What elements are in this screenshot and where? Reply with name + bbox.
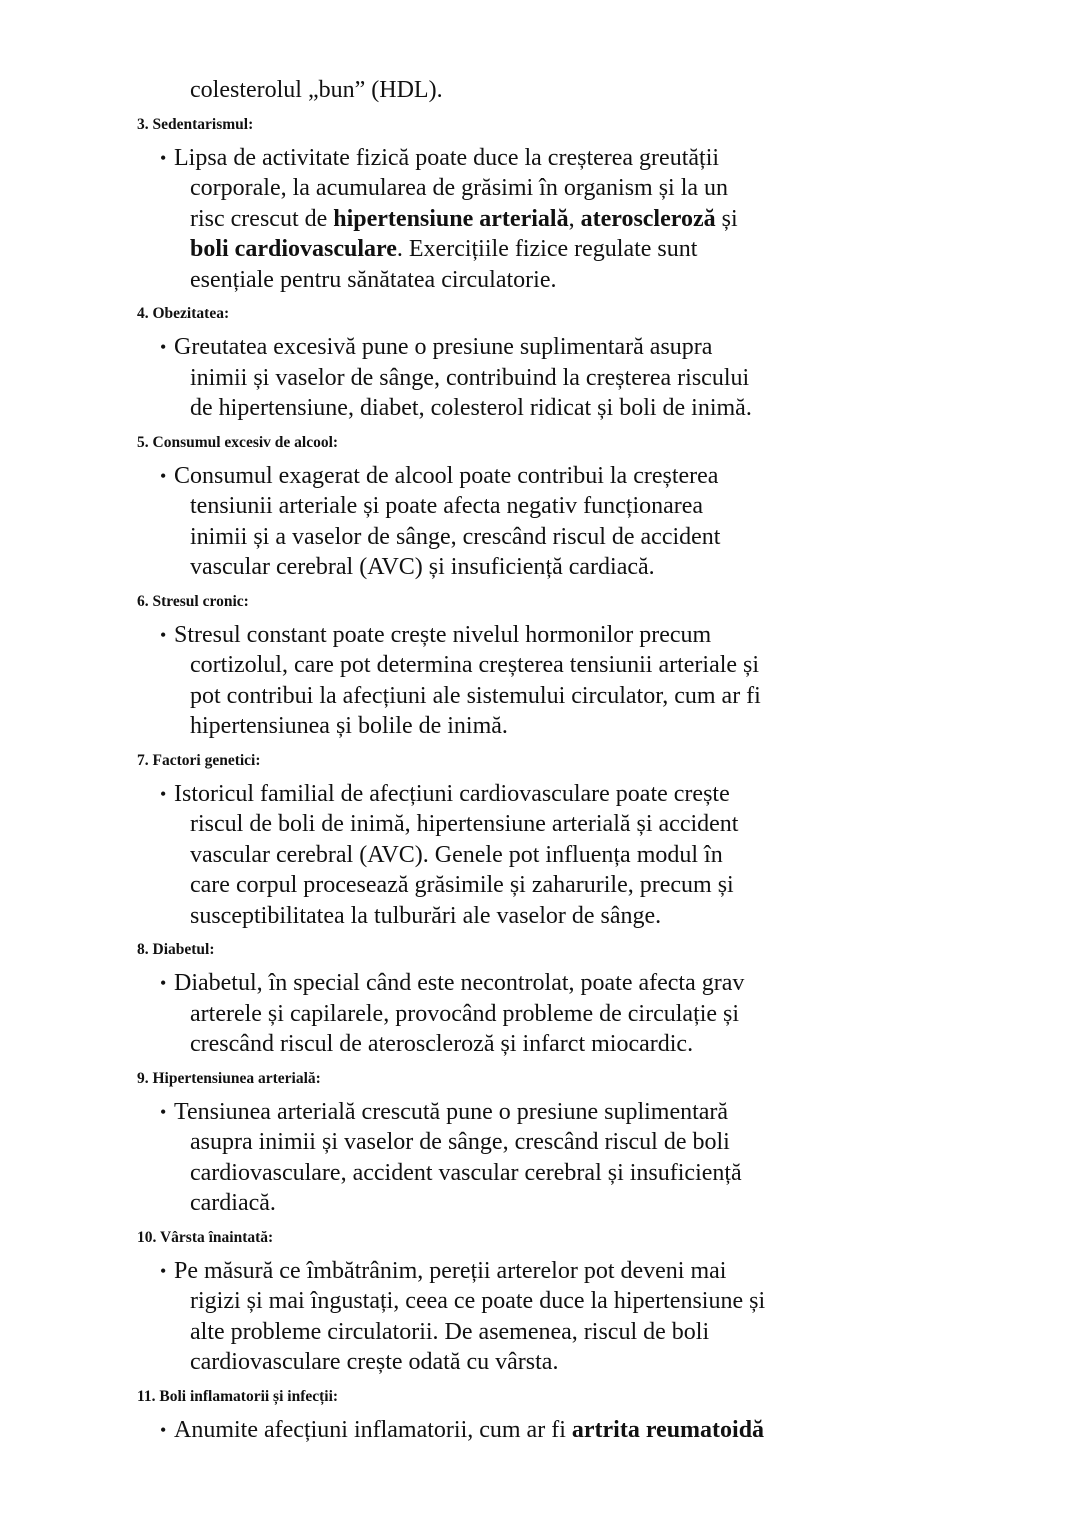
bullet-text-line [137,143,857,174]
text-segment: Diabetul, în special când este necontrolat, poate afecta grav [174,970,745,996]
text-segment: inimii și vaselor de sânge, contribuind la creșterea riscului [190,364,750,391]
section-heading: 9. Hipertensiunea arterială: [137,1069,321,1087]
text-segment: Stresul constant poate crește nivelul hormonilor precum [174,621,712,648]
risk-factor-list [137,106,857,1446]
bullet-text-line [137,204,857,235]
bullet-text-line [137,681,857,712]
text-segment: pot contribui la afecțiuni ale sistemului circulator, cum ar fi [190,682,761,709]
risk-factor-section [137,295,857,424]
text-segment: tensiunii arteriale și poate afecta negativ funcționarea [190,493,704,519]
section-heading: 5. Consumul excesiv de alcool: [137,433,339,451]
bullet-text-line [137,1188,857,1219]
bullet-icon: • [160,465,167,486]
text-segment: Greutatea excesivă pune o presiune suplimentară asupra [174,334,713,360]
bullet-text-line [137,620,857,651]
bullet-text-line [137,1158,857,1189]
text-segment: Consumul exagerat de alcool poate contribui la creșterea [174,462,719,489]
bullet-text-line [137,265,857,296]
bullet-text-line [137,1029,857,1060]
bullet-text-line [137,711,857,742]
bullet-text-line [137,809,857,840]
risk-factor-section [137,106,857,296]
bullet-text-line [137,173,857,204]
text-segment: Pe măsură ce îmbătrânim, pereții arterelor pot deveni mai [174,1257,727,1284]
bold-term: hipertensiune arterială [333,205,569,232]
text-segment: Tensiunea arterială crescută pune o presiune suplimentară [174,1098,729,1125]
text-segment: rigizi și mai îngustați, ceea ce poate duce la hipertensiune și [190,1288,766,1314]
bullet-text-line [137,461,857,492]
bullet-icon: • [160,147,167,168]
bullet-icon: • [160,1419,167,1440]
section-heading: 3. Sedentarismul: [137,115,254,133]
text-segment: riscul de boli de inimă, hipertensiune arterială și accident [190,811,739,837]
bullet-text-line [137,332,857,363]
section-heading: 7. Factori genetici: [137,751,261,769]
text-segment: risc crescut de [190,205,334,232]
bold-term: boli cardiovasculare [190,236,397,262]
text-segment: Istoricul familial de afecțiuni cardiovasculare poate crește [174,780,730,807]
bold-term: artrita reumatoidă [571,1416,765,1443]
risk-factor-section [137,742,857,932]
text-segment: , [568,205,581,232]
text-segment: vascular cerebral (AVC). Genele pot influența modul în [190,841,723,868]
bullet-text-line [137,840,857,871]
section-heading: 4. Obezitatea: [137,305,230,322]
text-segment: Lipsa de activitate fizică poate duce la creșterea greutății [174,144,720,171]
risk-factor-section [137,1219,857,1378]
text-segment: esențiale pentru sănătatea circulatorie. [190,266,557,293]
text-segment: Anumite afecțiuni inflamatorii, cum ar fi [174,1416,572,1443]
bullet-text-line [137,1415,857,1446]
bullet-icon: • [160,337,167,357]
text-segment: cardiovasculare, accident vascular cerebral și insuficiență [190,1159,742,1186]
bullet-icon: • [160,783,167,804]
bullet-text-line [137,1347,857,1378]
text-segment: cardiacă. [190,1190,276,1216]
text-segment: și [715,205,738,232]
bullet-icon: • [160,1260,167,1281]
bullet-icon: • [160,624,167,645]
risk-factor-section [137,931,857,1060]
text-segment: arterele și capilarele, provocând probleme de circulație și [190,1000,740,1027]
text-segment: corporale, la acumularea de grăsimi în organism și la un [190,175,729,201]
bold-term: ateroscleroză [580,205,716,232]
section-heading: 8. Diabetul: [137,941,215,958]
risk-factor-section [137,1378,857,1446]
bullet-text-line [137,393,857,424]
bullet-text-line [137,999,857,1030]
section-heading: 11. Boli inflamatorii și infecții: [137,1387,339,1405]
risk-factor-section [137,424,857,583]
bullet-text-line [137,1286,857,1317]
risk-factor-section [137,1060,857,1219]
bullet-text-line [137,1097,857,1128]
text-segment: de hipertensiune, diabet, colesterol ridicat și boli de inimă. [190,395,752,421]
text-segment: cardiovasculare crește odată cu vârsta. [190,1349,559,1375]
text-segment: . Exercițiile fizice regulate sunt [396,236,698,262]
bullet-text-line [137,650,857,681]
text-segment: inimii și a vaselor de sânge, crescând riscul de accident [190,523,721,550]
bullet-text-line [137,1317,857,1348]
bullet-text-line [137,363,857,394]
text-segment: susceptibilitatea la tulburări ale vaselor de sânge. [190,902,662,929]
section-heading: 10. Vârsta înaintată: [137,1228,274,1246]
bullet-text-line [137,522,857,553]
bullet-text-line [137,1127,857,1158]
bullet-text-line [137,491,857,522]
bullet-icon: • [160,973,167,993]
text-segment: cortizolul, care pot determina creșterea tensiunii arteriale și [190,652,760,678]
bullet-text-line [137,870,857,901]
section-heading: 6. Stresul cronic: [137,592,249,610]
text-segment: alte probleme circulatorii. De asemenea, riscul de boli [190,1318,710,1345]
text-segment: vascular cerebral (AVC) și insuficiență cardiacă. [190,554,655,580]
bullet-text-line [137,234,857,265]
text-segment: hipertensiunea și bolile de inimă. [190,713,508,739]
bullet-text-line [137,779,857,810]
document-page [137,75,857,1445]
text-segment: asupra inimii și vaselor de sânge, crescând riscul de boli [190,1129,730,1155]
bullet-icon: • [160,1101,167,1122]
text-segment: crescând riscul de ateroscleroză și infarct miocardic. [190,1031,694,1057]
bullet-text-line [137,968,857,999]
bullet-text-line [137,901,857,932]
bullet-text-line [137,552,857,583]
risk-factor-section [137,583,857,742]
continued-text-line: colesterolul „bun” (HDL). [190,77,443,103]
bullet-text-line [137,1256,857,1287]
text-segment: care corpul procesează grăsimile și zaharurile, precum și [190,872,734,898]
